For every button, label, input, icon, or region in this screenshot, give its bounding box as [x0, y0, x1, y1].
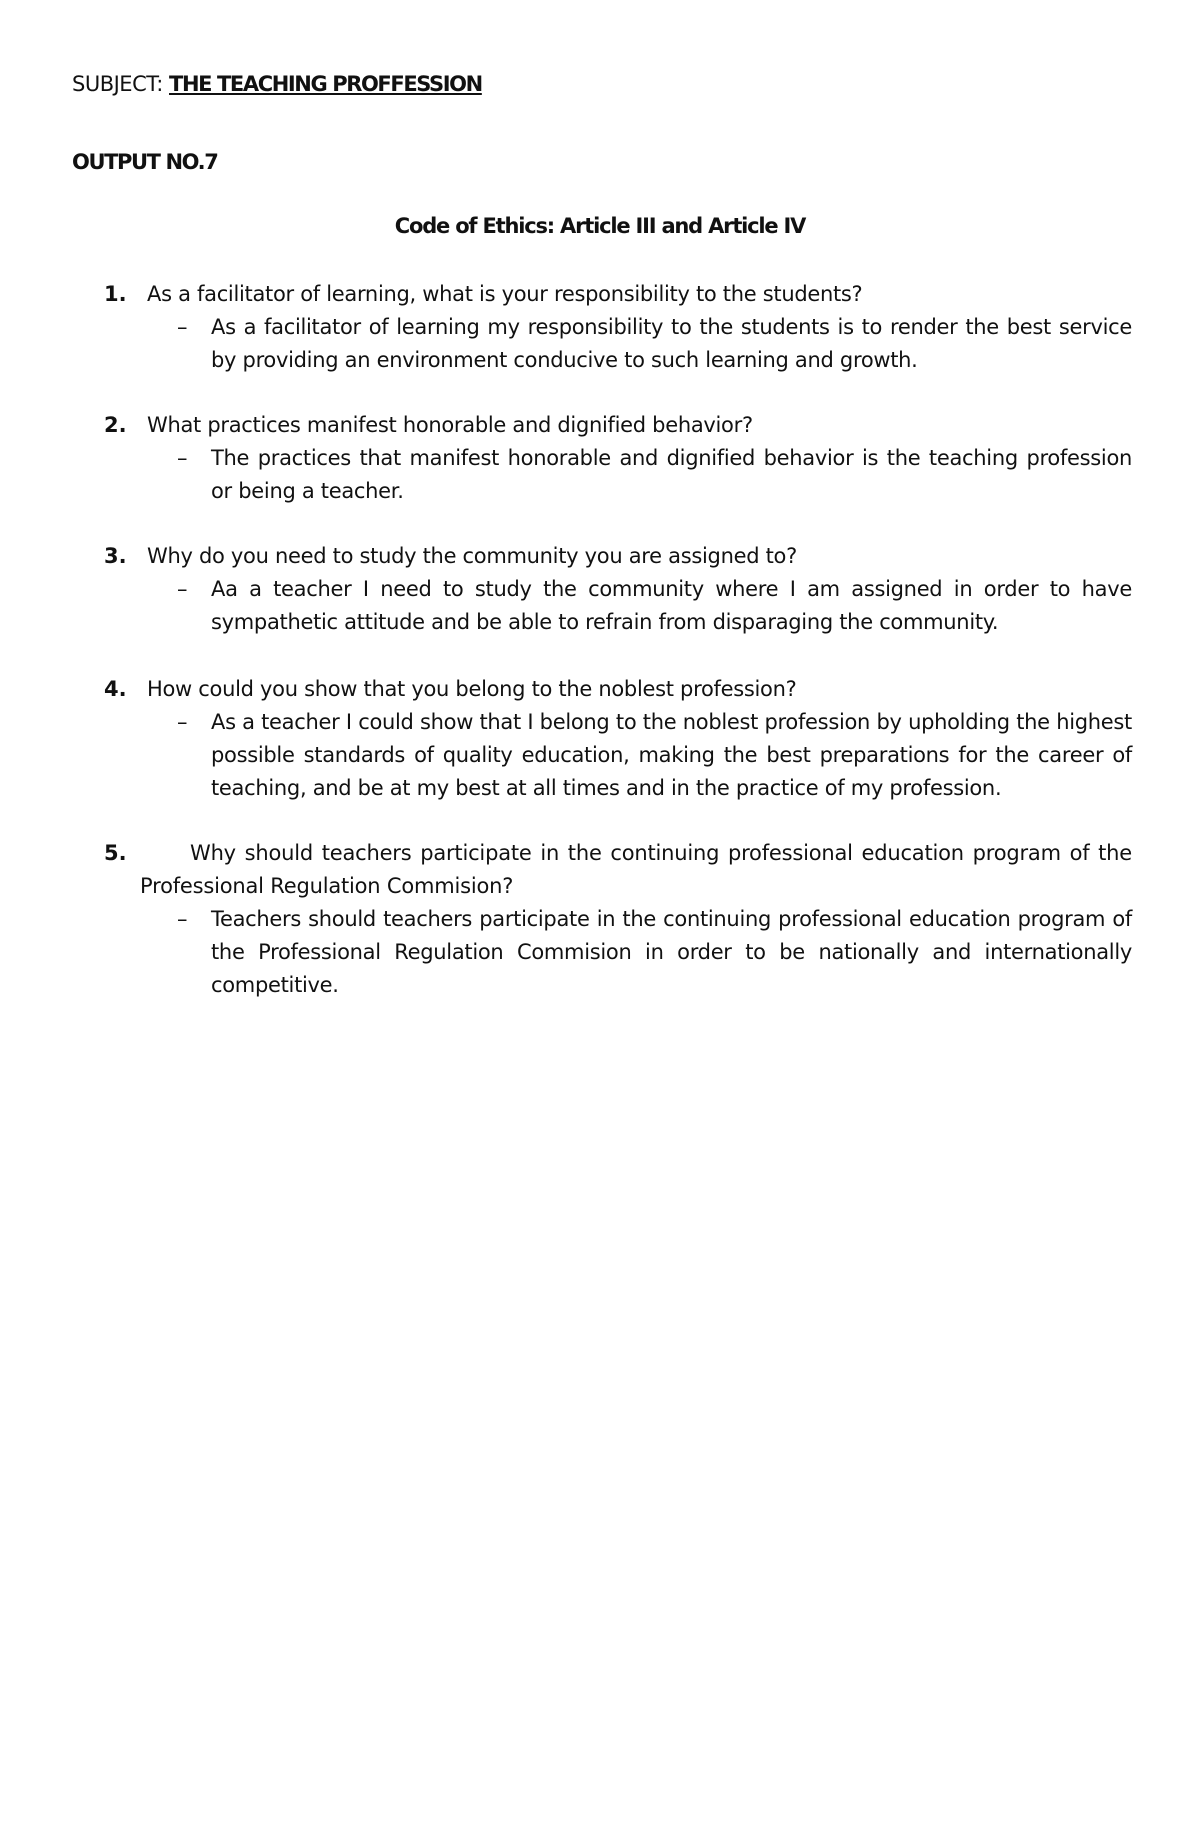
answer-text: Teachers should teachers participate in the continuing professional education program of the Professional Regulation Commision in order to be nationally and internationally competitive. [211, 907, 1132, 997]
answer-text: As a facilitator of learning my responsibility to the students is to render the best service by providing an environment conducive to such learning and growth. [211, 315, 1132, 372]
answer-text-block [177, 573, 1132, 639]
question-item [104, 837, 1132, 1002]
output-number: OUTPUT NO.7 [72, 150, 218, 174]
answer-dash-marker: – [177, 710, 188, 734]
answer-dash-marker: – [177, 446, 188, 470]
question-text: As a facilitator of learning, what is your responsibility to the students? [147, 282, 863, 306]
subject-line [72, 72, 482, 96]
question-number: 4. [104, 677, 127, 701]
answer-text-block [177, 706, 1132, 805]
answer-text: Aa a teacher I need to study the community where I am assigned in order to have sympathetic attitude and be able to refrain from disparaging the community. [211, 577, 1132, 634]
question-number: 1. [104, 282, 127, 306]
subject-label: SUBJECT: [72, 72, 170, 96]
answer-text: As a teacher I could show that I belong to the noblest profession by upholding the highest possible standards of quality education, making the best preparations for the career of teaching, and be at my best at all times and in the practice of my profession. [211, 710, 1132, 800]
answer-text: The practices that manifest honorable and dignified behavior is the teaching profession or being a teacher. [211, 446, 1132, 503]
answer-dash-marker: – [177, 577, 188, 601]
question-item [104, 673, 1132, 805]
subject-title: THE TEACHING PROFFESSION [169, 72, 482, 96]
answer-dash-marker: – [177, 907, 188, 931]
question-item [104, 278, 1132, 377]
question-text: Why do you need to study the community you are assigned to? [147, 544, 797, 568]
answer-text-block [177, 311, 1132, 377]
question-item [104, 540, 1132, 639]
document-heading: Code of Ethics: Article III and Article IV [394, 214, 806, 238]
question-number: 5. [104, 841, 127, 865]
answer-text-block [177, 903, 1132, 1002]
answer-dash-marker: – [177, 315, 188, 339]
question-text: Why should teachers participate in the continuing professional education program of the Professional Regulation Commision? [140, 841, 1132, 898]
question-text: How could you show that you belong to the noblest profession? [147, 677, 797, 701]
question-item [104, 409, 1132, 508]
question-number: 3. [104, 544, 127, 568]
question-text: What practices manifest honorable and dignified behavior? [147, 413, 753, 437]
question-number: 2. [104, 413, 127, 437]
answer-text-block [177, 442, 1132, 508]
question-list [104, 278, 1132, 1034]
